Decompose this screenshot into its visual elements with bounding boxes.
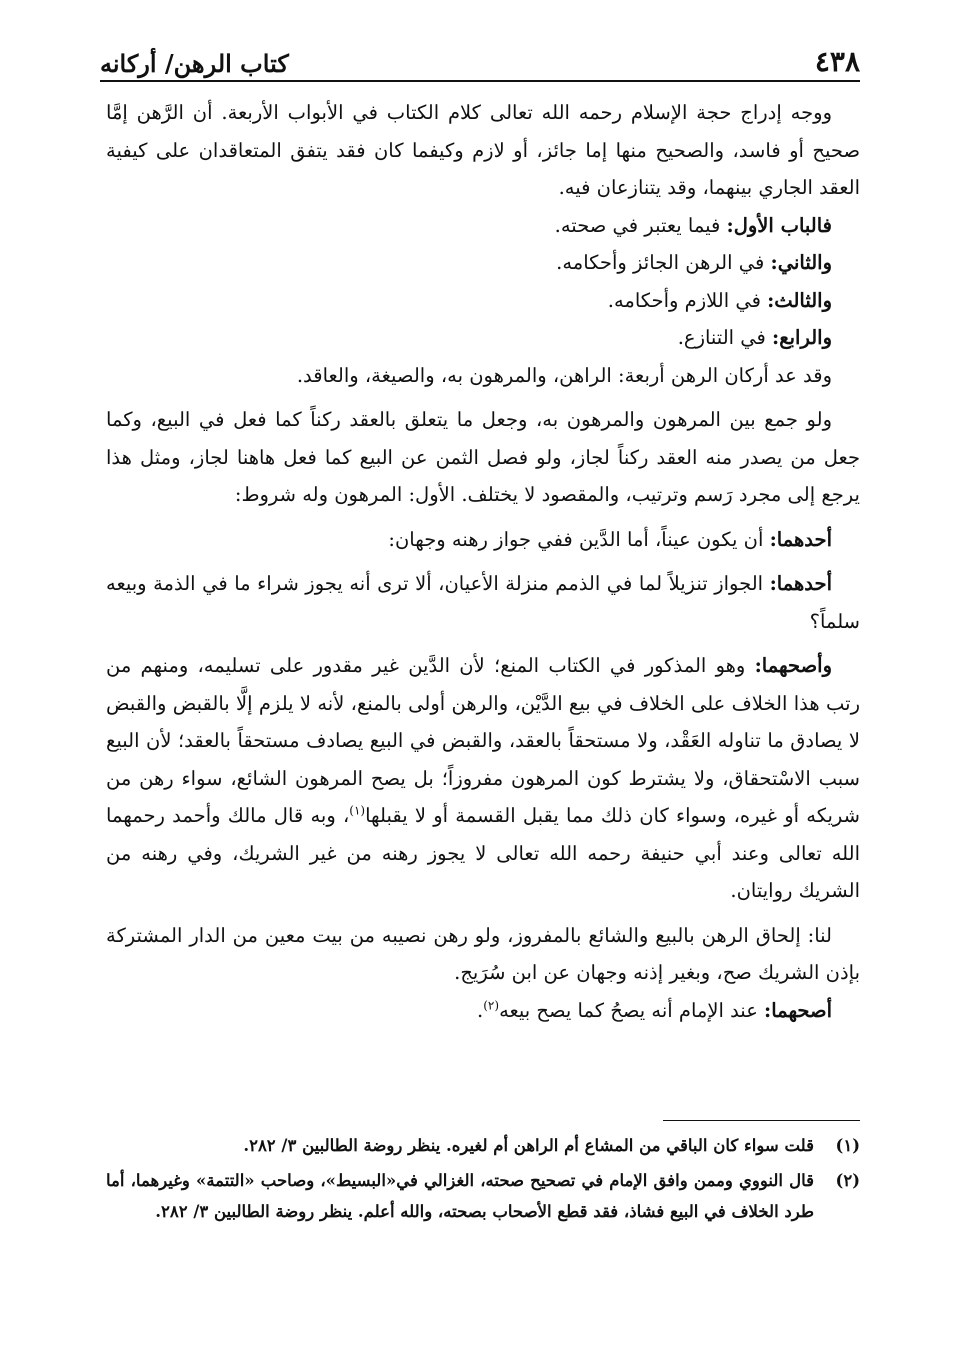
header-rule — [100, 80, 860, 82]
paragraph-lead: أحدهما: — [769, 572, 832, 595]
footnote-2 — [106, 1165, 860, 1227]
paragraph-text: عند الإمام أنه يصحُ كما يصح بيعه — [499, 998, 758, 1022]
chapter-item-3 — [106, 282, 860, 320]
paragraph-combination: ولو جمع بين المرهون والمرهون به، وجعل ما يتعلق بالعقد ركناً كما فعل في البيع، وكما جعل من يصدر منه العقد ركناً لجاز، ولو فصل الثمن عن البيع كما فعل هاهنا لجاز، ومثل هذا يرجع إلى مجرد رَسم وترتيب، والمقصود لا يختلف. الأول: المرهون وله شروط: — [106, 408, 860, 506]
footnote-ref-1[interactable]: (١) — [349, 803, 366, 818]
main-text — [106, 94, 860, 1029]
chapter-item-1 — [106, 207, 860, 245]
page-number: ٤٣٨ — [814, 45, 860, 78]
footnote-1 — [106, 1130, 860, 1161]
paragraph-text-continued: ، وبه قال مالك وأحمد رحمهما الله تعالى وعند أبي حنيفة رحمه الله تعالى لا يجوز رهنه من غير الشريك، وفي رهنه من الشريك روايتان. — [106, 804, 860, 902]
chapter-item-text: في الرهن الجائز وأحكامه. — [556, 251, 765, 274]
footnotes — [106, 1130, 860, 1231]
chapter-item-4 — [106, 319, 860, 357]
chapter-item-lead: والثاني: — [770, 251, 832, 274]
paragraph-intro: ووجه إدراج حجة الإسلام رحمه الله تعالى كلام الكتاب في الأبواب الأربعة. أن الرَّهن إمَّا صحيح أو فاسد، والصحيح منها إما جائز، أو لازم وكيفما كان فقد يتفق المتعاقدان على كيفية العقد الجاري بينهما، وقد يتنازعان فيه. — [106, 101, 860, 199]
footnote-rule — [663, 1120, 860, 1121]
paragraph-our-view: لنا: إلحاق الرهن بالبيع والشائع بالمفروز، ولو رهن نصيبه من بيت معين من الدار المشتركة بإذن الشريك صح، وبغير إذنه وجهان عن ابن سُرَيج. — [106, 923, 860, 984]
chapter-item-text: في اللازم وأحكامه. — [607, 288, 761, 312]
paragraph-first-condition — [106, 521, 860, 559]
footnote-text: قلت سواء كان الباقي من المشاع أم الراهن أم لغيره. ينظر روضة الطالبين ٣/ ٢٨٢. — [243, 1136, 814, 1155]
paragraph-lead: وأصحهما: — [754, 654, 832, 677]
paragraph-end: . — [477, 998, 484, 1022]
footnote-number: (٢) — [835, 1171, 860, 1190]
paragraph-lead: أحدهما: — [769, 527, 832, 551]
chapter-item-lead: فالباب الأول: — [726, 213, 832, 237]
chapter-item-lead: والثالث: — [767, 288, 832, 312]
paragraph-text: الجواز تنزيلاً لما في الذمم منزلة الأعيان، ألا ترى أنه يجوز شراء ما في الذمة وبيعه سلماً؟ — [106, 572, 860, 633]
chapter-item-text: في التنازع. — [677, 326, 766, 349]
footnote-number: (١) — [835, 1136, 860, 1155]
paragraph-first-view — [106, 565, 860, 640]
footnote-ref-2[interactable]: (٢) — [483, 998, 500, 1012]
running-title: كتاب الرهن/ أركانه — [100, 49, 289, 78]
paragraph-text: أن يكون عيناً، أما الدَّين ففي جواز رهنه وجهان: — [388, 527, 764, 551]
paragraph-lead: أصحهما: — [764, 998, 832, 1022]
paragraph-imam-view — [106, 992, 860, 1030]
footnote-text: قال النووي وممن وافق الإمام في تصحيح صحته، الغزالي في«البسيط»، وصاحب «التتمة» وغيرهما، أما طرد الخلاف في البيع فشاذ، فقد قطع الأصحاب بصحته، والله أعلم. ينظر روضة الطالبين ٣/ ٢٨٢. — [106, 1171, 814, 1221]
paragraph-pillars: وقد عد أركان الرهن أربعة: الراهن، والمرهون به، والصيغة، والعاقد. — [296, 363, 832, 387]
paragraph-sounder-view — [106, 647, 860, 910]
paragraph-text: وهو المذكور في الكتاب المنع؛ لأن الدَّين غير مقدور على تسليمه، ومنهم من رتب هذا الخلاف على الخلاف في بيع الدَّيْن، والرهن أولى بالمنع، لأنه لا يلزم إلَّا بالقبض والقبض لا يصادق ما تناوله العَقْد، ولا مستحقاً بالعقد، والقبض في البيع يصادف مستحقاً بالعقد؛ لأن البيع سبب الاسْتحقاق، ولا يشترط كون المرهون مفروزاً؛ بل يصح المرهون الشائع، سواء رهن من شريكه أو غيره، وسواء كان ذلك مما يقبل القسمة أو لا يقبلها — [106, 654, 861, 827]
chapter-item-text: فيما يعتبر في صحته. — [554, 213, 721, 237]
page-header — [100, 30, 860, 76]
chapter-item-2 — [106, 244, 860, 282]
chapter-item-lead: والرابع: — [772, 326, 832, 349]
